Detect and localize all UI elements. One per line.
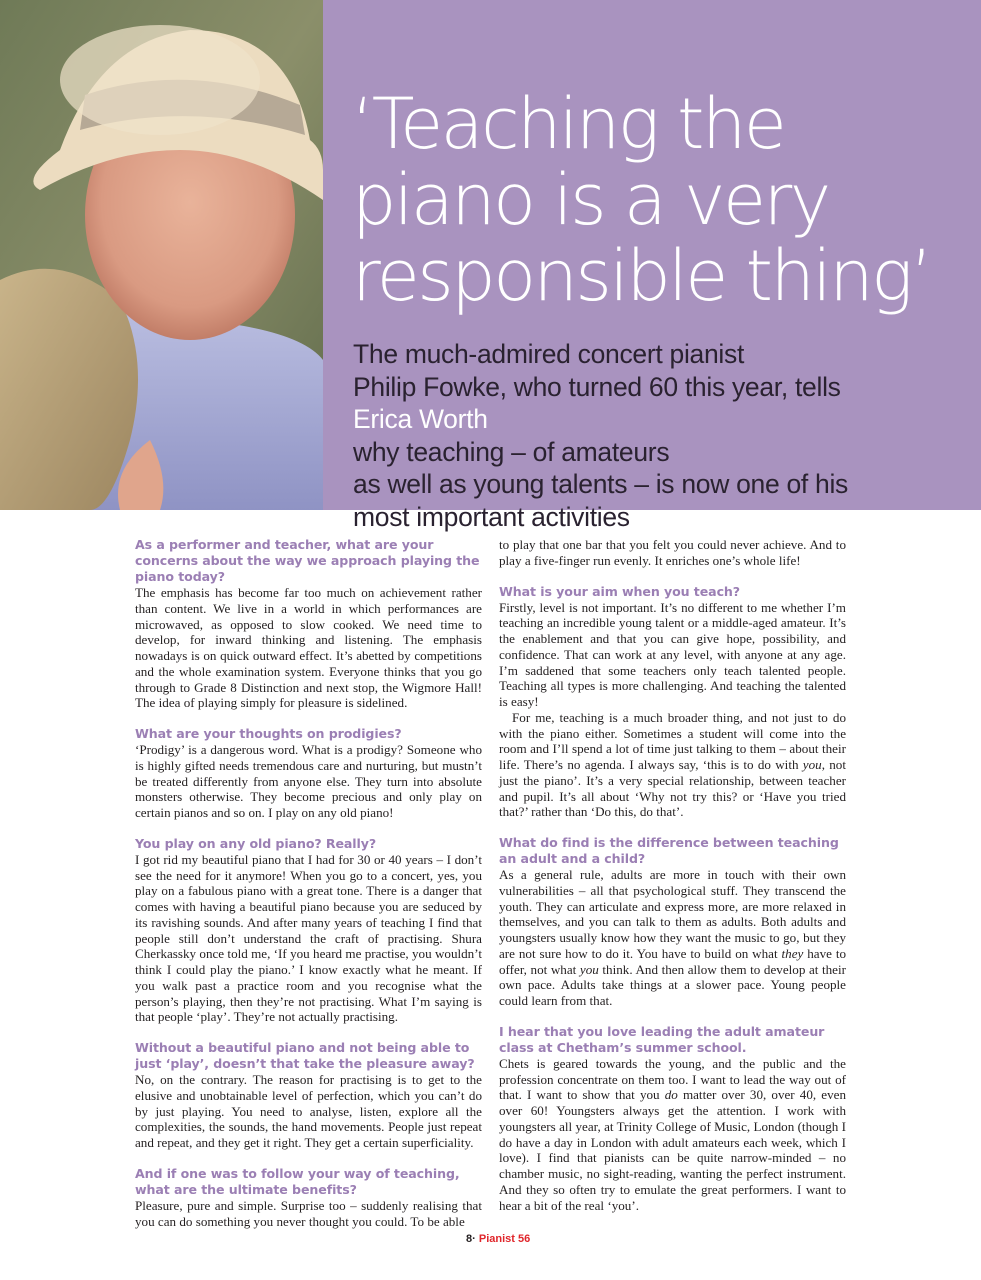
question-heading: As a performer and teacher, what are your concerns about the way we approach playing the piano today?	[135, 537, 480, 584]
article-column-left	[135, 537, 482, 1244]
folio-separator: ·	[472, 1233, 476, 1245]
qa-block	[135, 537, 482, 711]
answer-paragraph	[135, 585, 482, 711]
standfirst-line	[353, 403, 913, 468]
headline-line: piano is a very	[352, 159, 829, 241]
question-heading: I hear that you love leading the adult amateur class at Chetham’s summer school.	[499, 1023, 825, 1055]
question-heading: You play on any old piano? Really?	[135, 835, 377, 851]
paragraph-text: The emphasis has become far too much on achievement rather than content. We live in a world in which performances are microwaved, as opposed to slow cooked. We need time to develop, for inward thinking and listening. The emphasis nowadays is on quick outward effect. It’s abetted by competitions and the whole examination system. Everyone thinks that you go through to Grade 8 Distinction and next stop, the Wigmore Hall! The idea of playing simply for pleasure is sidelined.	[135, 585, 482, 711]
qa-block	[135, 726, 482, 821]
paragraph-text: No, on the contrary. The reason for practising is to get to the elusive and unobtainable level of perfection, which you can’t do by just playing. You need to analyse, listen, explore all the complexities, the sounds, the hand movements. People just repeat and repeat, and they get it right. They get a certain superficiality.	[135, 1072, 482, 1150]
headline-line: ‘Teaching the	[352, 83, 785, 165]
answer-paragraph	[499, 867, 846, 1009]
answer-paragraph	[499, 1056, 846, 1214]
answer-paragraph	[135, 1072, 482, 1151]
paragraph-text: have to offer, not what	[499, 945, 846, 977]
paragraph-text: As a general rule, adults are more in touch with their own vulnerabilities – all that psychological stuff. They transcend the youth. They can articulate and express more, are more relaxed in themselves, and you can talk to them as adults. Both adults and youngsters usually know how they want the music to go, but they are not sure how to do it. You have to build on what	[499, 867, 846, 961]
paragraph-text: Pleasure, pure and simple. Surprise too – suddenly realising that you can do something you never thought you could. To be able	[135, 1197, 482, 1229]
headline	[352, 83, 931, 317]
paragraph-text: For me, teaching is a much broader thing, and not just to do with the piano either. Sometimes a student will come into the room and I’ll spend a lot of time just talking to them – about their life. There’s no agenda. I always say, ‘this is to do with	[499, 709, 846, 772]
qa-block	[499, 584, 846, 821]
question-heading: What do find is the difference between teaching an adult and a child?	[499, 835, 839, 866]
qa-block	[135, 1166, 482, 1230]
question-heading: Without a beautiful piano and not being able to just ‘play’, doesn’t that take the pleasure away?	[135, 1040, 475, 1071]
qa-block	[499, 537, 846, 569]
answer-paragraph	[499, 600, 846, 710]
answer-paragraph	[135, 852, 482, 1025]
answer-paragraph	[499, 537, 846, 569]
qa-block	[135, 836, 482, 1025]
paragraph-text: I got rid my beautiful piano that I had for 30 or 40 years – I don’t see the need for it anymore! When you go to a concert, yes, you play on a fabulous piano with a great tone. There is a danger that comes with having a beautiful piano because you are seduced by its ravishing sounds. And after many years of teaching I find that people still don’t understand the craft of practising. Shura Cherkassky once told me, ‘If you heard me practise, you wouldn’t think I could play the piano.’ I know exactly what he meant. If you walk past a practice room and you recognise what the person’s playing, then they’re not practising. What I’m saying is that people ‘play’. They’re not actually practising.	[135, 851, 482, 1025]
question-heading: What is your aim when you teach?	[499, 583, 741, 599]
headline-line: responsible thing’	[352, 235, 931, 317]
page-number: 8	[466, 1233, 473, 1245]
answer-paragraph	[499, 710, 846, 820]
paragraph-text: think. And then allow them to develop at their own pace. Adults take things at a slower pace. Young people could learn from that.	[499, 961, 846, 1008]
question-heading: And if one was to follow your way of teaching, what are the ultimate benefits?	[135, 1165, 460, 1197]
author-name: Erica Worth	[353, 404, 488, 434]
qa-block	[499, 835, 846, 1009]
answer-paragraph	[135, 742, 482, 821]
question-heading: What are your thoughts on prodigies?	[135, 726, 402, 741]
qa-block	[499, 1024, 846, 1214]
portrait-photo	[0, 0, 323, 510]
emphasis-text: they	[781, 945, 804, 961]
paragraph-text: to play that one bar that you felt you could never achieve. And to play a five-finger run evenly. It enriches one’s whole life!	[499, 537, 846, 568]
standfirst-line: as well as young talents – is now one of his	[353, 469, 849, 499]
standfirst	[353, 338, 913, 533]
standfirst-line: most important activities	[353, 501, 630, 532]
page-folio	[466, 1233, 530, 1245]
paragraph-text: matter over 30, over 40, even over 60! Youngsters always get the attention. I work with youngsters all year, at Trinity College of Music, London (though I do have a day in London with adult amateurs each week, which I love). I find that pianists can be quite narrow-minded – no chamber music, no sight-reading, wanting the perfect instrument. And they so often try to emulate the great performers. I want to hear a bit of the real ‘you’.	[499, 1087, 846, 1213]
emphasis-text: you	[579, 961, 599, 977]
qa-block	[135, 1040, 482, 1151]
standfirst-text: why teaching – of amateurs	[353, 436, 670, 467]
paragraph-text: , not just the piano’. It’s a very special relationship, between teacher and pupil. It’s all about ‘Why not try this? or ‘Have you tried that?’ rather than ‘Do this, do that’.	[499, 757, 846, 820]
paragraph-text: ‘Prodigy’ is a dangerous word. What is a prodigy? Someone who is highly gifted needs tremendous care and nurturing, but mustn’t be treated differently from anyone else. They turn into absolute monsters otherwise. They become precious and only play on certain pianos and so on. I play on any old piano!	[135, 742, 482, 820]
portrait-image	[0, 0, 323, 510]
emphasis-text: do	[664, 1087, 678, 1103]
emphasis-text: you	[802, 757, 822, 772]
article-column-right	[499, 537, 846, 1228]
standfirst-line: Philip Fowke, who turned 60 this year, tells	[353, 371, 841, 402]
paragraph-text: Chets is geared towards the young, and the public and the profession concentrate on them too. I want to lead the way out of that. I want to show that you	[499, 1055, 846, 1103]
paragraph-text: Firstly, level is not important. It’s no different to me whether I’m teaching an incredible young talent or a middle-aged amateur. It’s the enablement and that you can give hope, possibility, and confidence. That can work at any level, with anyone at any age. I’m saddened that some teachers only teach talented people. Teaching all types is more challenging. And teaching the talented is easy!	[499, 599, 846, 709]
standfirst-line: The much-admired concert pianist	[353, 339, 745, 369]
magazine-issue: Pianist 56	[478, 1233, 531, 1245]
answer-paragraph	[135, 1198, 482, 1230]
